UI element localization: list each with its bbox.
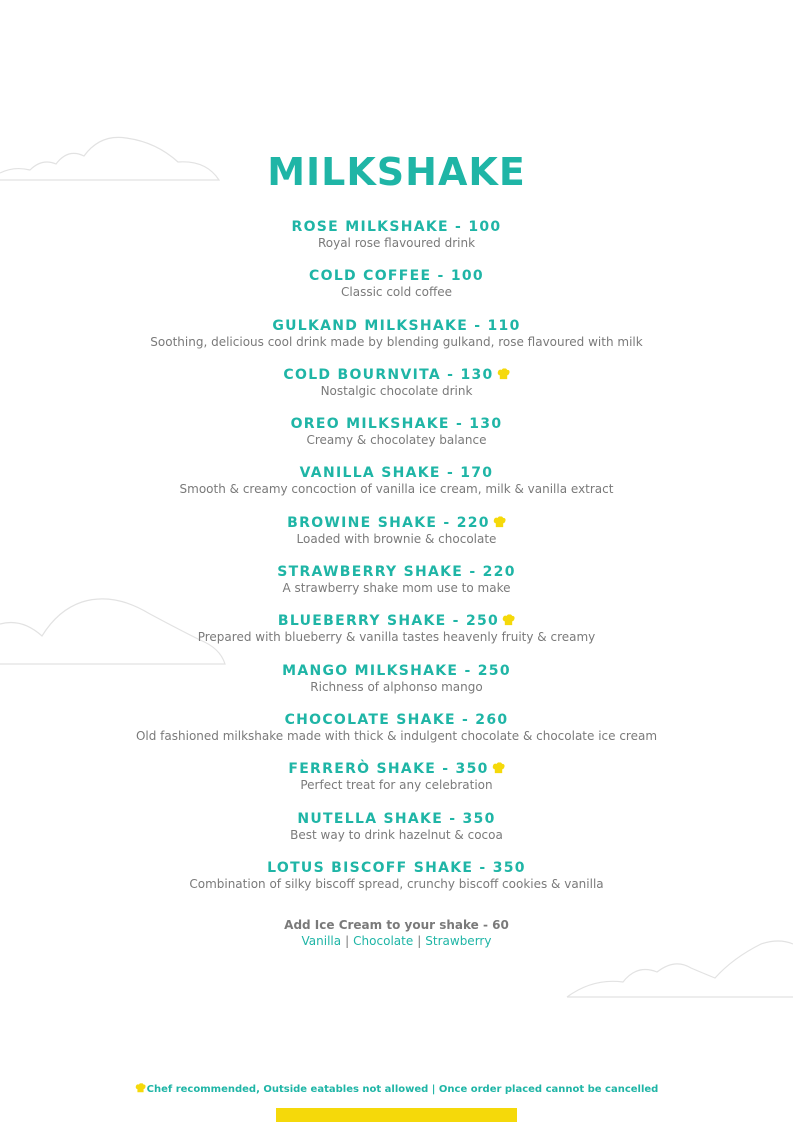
menu-item: [0, 563, 793, 612]
menu-item-description: Loaded with brownie & chocolate: [296, 531, 497, 546]
menu-item-name: [0, 514, 793, 532]
menu-item-description: Creamy & chocolatey balance: [306, 433, 487, 448]
menu-item: [0, 218, 793, 267]
menu-item: [0, 711, 793, 760]
footer-text: Chef recommended, Outside eatables not allowed | Once order placed cannot be cancelled: [146, 1084, 659, 1095]
chef-hat-icon: [493, 516, 506, 528]
menu-item-name: [0, 612, 793, 630]
menu-item-name-text: GULKAND MILKSHAKE - 110: [272, 317, 521, 334]
menu-item-name-text: BROWINE SHAKE - 220: [287, 514, 490, 531]
menu-item-name: [0, 859, 793, 877]
menu-list: [0, 218, 793, 908]
menu-item-name: [0, 810, 793, 828]
addon-options: [0, 933, 793, 950]
addon-separator: |: [417, 934, 422, 948]
menu-item-name: [0, 563, 793, 581]
menu-item-name-text: NUTELLA SHAKE - 350: [297, 810, 496, 827]
addon-title: Add Ice Cream to your shake - 60: [284, 918, 509, 932]
menu-item-name-text: LOTUS BISCOFF SHAKE - 350: [267, 859, 526, 876]
menu-item-name: [0, 218, 793, 236]
menu-item-description: Best way to drink hazelnut & cocoa: [290, 827, 503, 842]
menu-item-name: [0, 760, 793, 778]
chef-hat-icon: [492, 762, 505, 774]
menu-item: [0, 464, 793, 513]
menu-item: [0, 415, 793, 464]
menu-item-name: [0, 366, 793, 384]
menu-item-name-text: VANILLA SHAKE - 170: [299, 465, 494, 482]
menu-item-name-text: COLD BOURNVITA - 130: [283, 366, 494, 383]
addon-option-chocolate: Chocolate: [353, 934, 414, 948]
menu-item-name-text: CHOCOLATE SHAKE - 260: [284, 711, 509, 728]
footer-note: [0, 1083, 793, 1097]
addon-option-strawberry: Strawberry: [425, 934, 492, 948]
menu-item-name: [0, 464, 793, 482]
addon-option-vanilla: Vanilla: [301, 934, 342, 948]
menu-item-name: [0, 317, 793, 335]
menu-item: [0, 514, 793, 563]
menu-item-name-text: MANGO MILKSHAKE - 250: [282, 662, 511, 679]
chef-hat-icon: [502, 614, 515, 626]
menu-item-description: Classic cold coffee: [341, 285, 452, 300]
menu-item-description: Soothing, delicious cool drink made by blending gulkand, rose flavoured with milk: [150, 334, 643, 349]
menu-item-name-text: OREO MILKSHAKE - 130: [290, 416, 503, 433]
menu-item-description: Royal rose flavoured drink: [317, 236, 476, 250]
menu-item-name: [0, 711, 793, 729]
page-title: MILKSHAKE: [267, 150, 526, 194]
addon-separator: |: [345, 934, 350, 948]
footer-accent-bar: [276, 1108, 517, 1122]
menu-item-name: [0, 267, 793, 285]
menu-item: [0, 760, 793, 809]
menu-item-description: Richness of alphonso mango: [310, 679, 483, 694]
menu-item: [0, 317, 793, 366]
menu-item-name-text: STRAWBERRY SHAKE - 220: [277, 564, 516, 581]
menu-item-description: A strawberry shake mom use to make: [282, 581, 511, 596]
menu-item-name-text: FERRERÒ SHAKE - 350: [288, 761, 489, 778]
menu-item-description: Perfect treat for any celebration: [300, 778, 493, 793]
menu-item-description: Old fashioned milkshake made with thick & indulgent chocolate & chocolate ice cream: [135, 728, 658, 743]
menu-item: [0, 810, 793, 859]
menu-item-description: Prepared with blueberry & vanilla tastes heavenly fruity & creamy: [197, 630, 596, 645]
chef-hat-icon: [497, 368, 510, 380]
menu-item: [0, 366, 793, 415]
menu-item: [0, 859, 793, 908]
menu-item-description: Combination of silky biscoff spread, crunchy biscoff cookies & vanilla: [189, 876, 604, 891]
menu-item-name-text: COLD COFFEE - 100: [309, 268, 484, 285]
menu-item-description: Smooth & creamy concoction of vanilla ice cream, milk & vanilla extract: [179, 482, 614, 497]
menu-item-name-text: BLUEBERRY SHAKE - 250: [277, 613, 500, 630]
menu-item: [0, 662, 793, 711]
menu-item: [0, 612, 793, 661]
chef-hat-icon: [135, 1083, 146, 1093]
menu-item-name: [0, 415, 793, 433]
menu-item-name: [0, 662, 793, 680]
menu-item-description: Nostalgic chocolate drink: [320, 383, 473, 398]
addon-section: [0, 917, 793, 950]
menu-item-name-text: ROSE MILKSHAKE - 100: [291, 219, 502, 235]
menu-item: [0, 267, 793, 316]
